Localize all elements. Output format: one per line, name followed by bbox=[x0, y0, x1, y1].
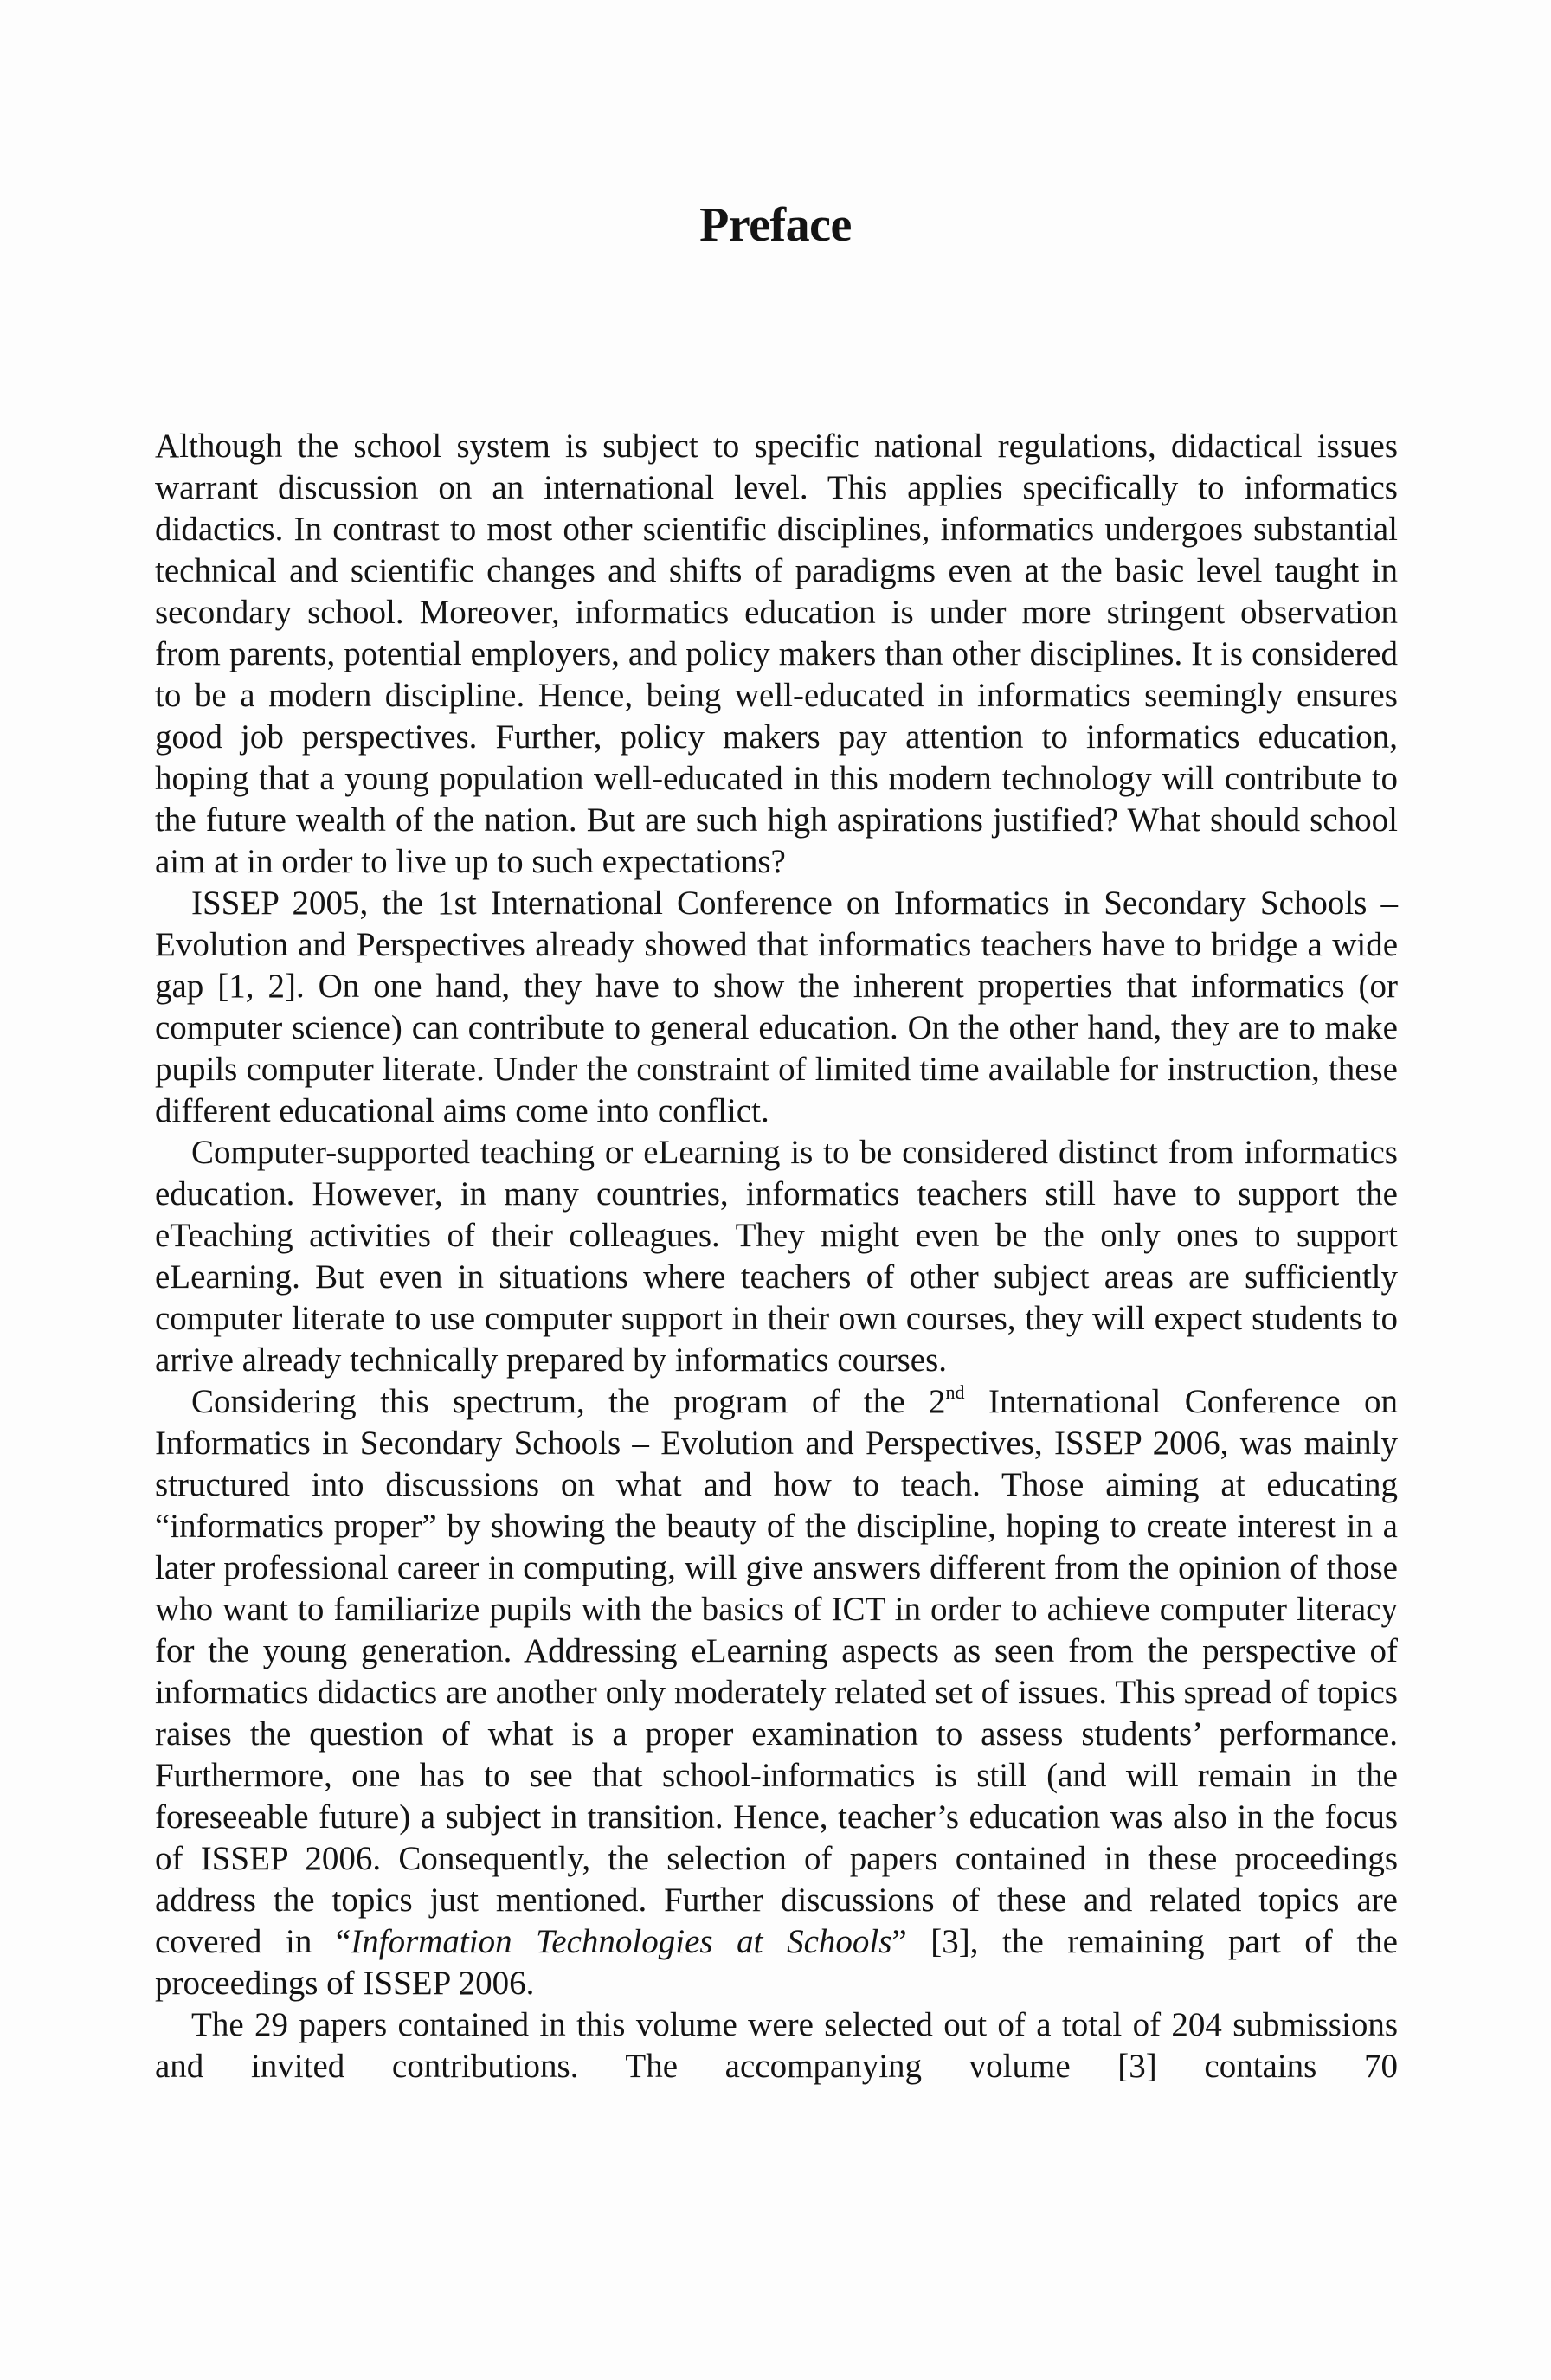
preface-body bbox=[155, 426, 1398, 2087]
paragraph-4 bbox=[155, 1381, 1398, 2004]
ordinal-superscript: nd bbox=[945, 1381, 965, 1403]
paragraph-4-text-end: ” [3], the remaining part of the proceedings of ISSEP 2006. bbox=[155, 1923, 1398, 2002]
paragraph-2: ISSEP 2005, the 1st International Conference on Informatics in Secondary Schools – Evolution and Perspectives already showed that informatics teachers have to bridge a wide gap [1, 2]. On one hand, they have to show the inherent properties that informatics (or computer science) can contribute to general education. On the other hand, they are to make pupils computer literate. Under the constraint of limited time available for instruction, these different educational aims come into conflict. bbox=[155, 884, 1398, 1129]
paragraph-3: Computer-supported teaching or eLearning is to be considered distinct from informatics education. However, in many countries, informatics teachers still have to support the eTeaching activities of their colleagues. They might even be the only ones to support eLearning. But even in situations where teachers of other subject areas are sufficiently computer literate to use computer support in their own courses, they will expect students to arrive already technically prepared by informatics courses. bbox=[155, 1134, 1398, 1379]
paragraph-5: The 29 papers contained in this volume were selected out of a total of 204 submissions and invited contributions. The accompanying volume [3] contains 70 bbox=[155, 2006, 1398, 2085]
paragraph-4-text-start: Considering this spectrum, the program of the 2 bbox=[191, 1383, 946, 1420]
paragraph-4-text-middle: International Conference on Informatics in Secondary Schools – Evolution and Perspectives, ISSEP 2006, was mainly structured into discussions on what and how to teach. Those aiming at educating “informatics proper” by showing the beauty of the discipline, hoping to create interest in a later professional career in computing, will give answers different from the opinion of those who want to familiarize pupils with the basics of ICT in order to achieve computer literacy for the young generation. Addressing eLearning aspects as seen from the perspective of informatics didactics are another only moderately related set of issues. This spread of topics raises the question of what is a proper examination to assess students’ performance. Furthermore, one has to see that school-informatics is still (and will remain in the foreseeable future) a subject in transition. Hence, teacher’s education was also in the focus of ISSEP 2006. Consequently, the selection of papers contained in these proceedings address the topics just mentioned. Further discussions of these and related topics are covered in “ bbox=[155, 1383, 1398, 1960]
cited-title: Information Technologies at Schools bbox=[351, 1923, 892, 1960]
page-title: Preface bbox=[699, 198, 852, 252]
paragraph-1: Although the school system is subject to specific national regulations, didactical issues warrant discussion on an international level. This applies specifically to informatics didactics. In contrast to most other scientific disciplines, informatics undergoes substantial technical and scientific changes and shifts of paradigms even at the basic level taught in secondary school. Moreover, informatics education is under more stringent observation from parents, potential employers, and policy makers than other disciplines. It is considered to be a modern discipline. Hence, being well-educated in informatics seemingly ensures good job perspectives. Further, policy makers pay attention to informatics education, hoping that a young population well-educated in this modern technology will contribute to the future wealth of the nation. But are such high aspirations justified? What should school aim at in order to live up to such expectations? bbox=[155, 428, 1398, 880]
